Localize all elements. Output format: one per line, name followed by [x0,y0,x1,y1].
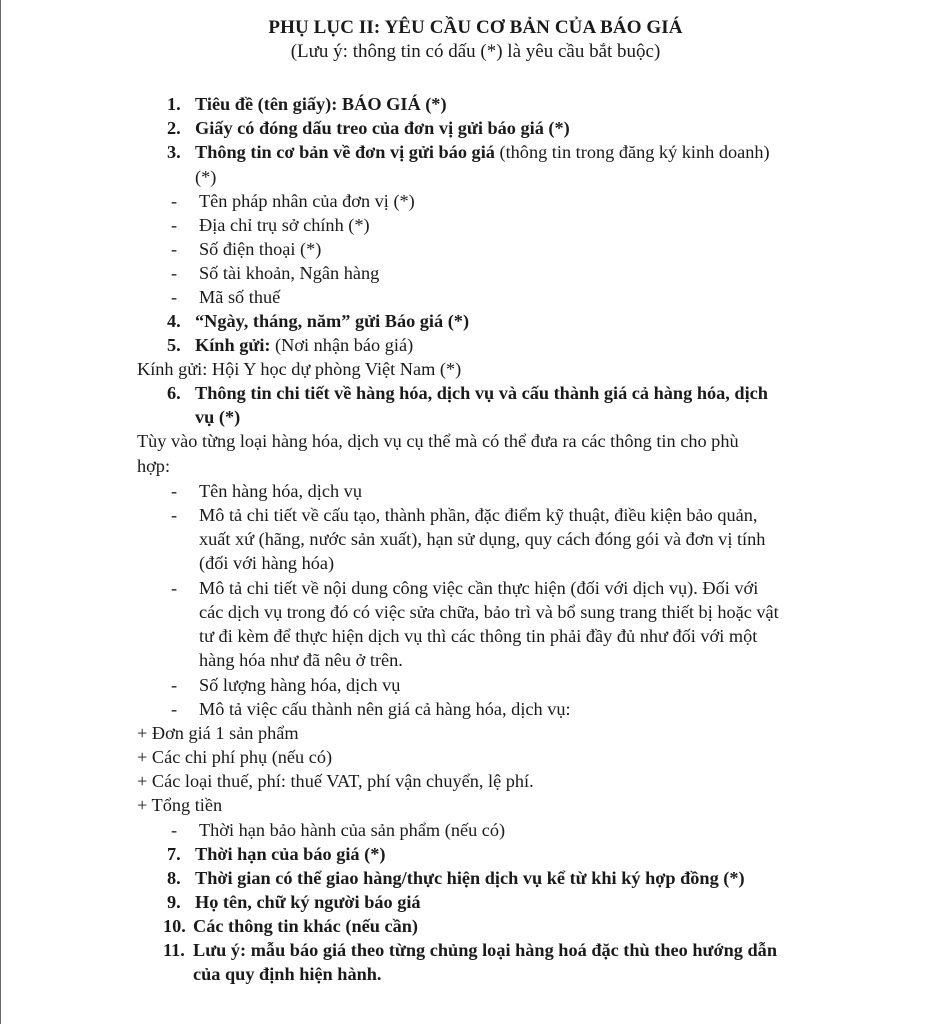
item-11-continuation: của quy định hiện hành. [193,964,382,984]
subitem-bank-account: Số tài khoản, Ngân hàng [199,263,380,283]
subitem-address: Địa chỉ trụ sở chính (*) [199,215,370,235]
subitem-goods-name: Tên hàng hóa, dịch vụ [199,481,362,501]
item-text: Họ tên, chữ ký người báo giá [195,892,421,912]
item-6-continuation: vụ (*) [195,407,241,427]
item-9 [167,891,421,913]
price-item-extra-costs: + Các chi phí phụ (nếu có) [137,747,333,767]
subitem-goods-description-line3: (đối với hàng hóa) [199,553,335,573]
item-2 [167,117,570,139]
subitem-goods-description-line2: xuất xứ (hãng, nước sản xuất), hạn sử dụng, quy cách đóng gói và đơn vị tính [199,529,766,549]
item-7 [167,843,385,865]
dash-bullet: - [171,578,178,598]
dash-bullet: - [171,675,178,695]
page-left-border [0,0,1,1024]
subitem-service-description-line2: các dịch vụ trong đó có việc sửa chữa, bảo trì và bổ sung trang thiết bị hoặc vật [199,602,779,622]
subitem-phone: Số điện thoại (*) [199,239,322,259]
price-item-unit-price: + Đơn giá 1 sản phẩm [137,723,299,743]
subitem-goods-description-line1: Mô tả chi tiết về cấu tạo, thành phần, đặc điểm kỹ thuật, điều kiện bảo quản, [199,505,758,525]
subitem-quantity: Số lượng hàng hóa, dịch vụ [199,675,401,695]
price-item-total: + Tổng tiền [137,795,223,815]
page-title: PHỤ LỤC II: YÊU CẦU CƠ BẢN CỦA BÁO GIÁ [268,17,683,38]
page-subtitle: (Lưu ý: thông tin có dấu (*) là yêu cầu bắt buộc) [290,41,661,62]
item-number: 7. [167,844,181,864]
item-11 [163,939,777,961]
item-number: 9. [167,892,181,912]
item-text: (Nơi nhận báo giá) [270,335,414,355]
item-text: Thông tin chi tiết về hàng hóa, dịch vụ và cấu thành giá cả hàng hóa, dịch [195,383,768,403]
subitem-service-description-line1: Mô tả chi tiết về nội dung công việc cần thực hiện (đối với dịch vụ). Đối với [199,578,759,598]
item-text: Thời gian có thể giao hàng/thực hiện dịch vụ kể từ khi ký hợp đồng (*) [195,868,745,888]
item-1 [167,93,447,115]
item-6-intro-line1: Tùy vào từng loại hàng hóa, dịch vụ cụ thể mà có thể đưa ra các thông tin cho phù [137,431,739,451]
subitem-service-description-line3: tư đi kèm để thực hiện dịch vụ thì các thông tin phải đầy đủ như đối với một [199,626,758,646]
dash-bullet: - [171,820,178,840]
item-text: Giấy có đóng dấu treo của đơn vị gửi báo giá (*) [195,118,570,138]
item-number: 5. [167,335,181,355]
item-number: 4. [167,311,181,331]
item-4 [167,310,469,332]
dash-bullet: - [171,215,178,235]
item-text-bold: Kính gửi: [195,335,271,355]
price-item-taxes-fees: + Các loại thuế, phí: thuế VAT, phí vận chuyển, lệ phí. [137,771,534,791]
subitem-legal-name: Tên pháp nhân của đơn vị (*) [199,191,415,211]
subitem-warranty: Thời hạn bảo hành của sản phẩm (nếu có) [199,820,506,840]
item-number: 11. [163,940,185,960]
item-text: “Ngày, tháng, năm” gửi Báo giá (*) [195,311,470,331]
item-number: 1. [167,94,181,114]
item-8 [167,867,745,889]
dash-bullet: - [171,287,178,307]
subitem-price-composition: Mô tả việc cấu thành nên giá cả hàng hóa, dịch vụ: [199,699,571,719]
dash-bullet: - [171,263,178,283]
item-number: 6. [167,383,181,403]
item-text: Các thông tin khác (nếu cần) [193,916,418,936]
subitem-tax-code: Mã số thuế [199,287,281,307]
item-6-intro-line2: hợp: [137,456,171,476]
item-text: Thời hạn của báo giá (*) [195,844,386,864]
item-10 [163,915,418,937]
dash-bullet: - [171,505,178,525]
item-3-continuation: (*) [195,167,217,187]
subitem-service-description-line4: hàng hóa như đã nêu ở trên. [199,650,403,670]
item-5 [167,334,413,356]
item-number: 3. [167,142,181,162]
item-6 [167,382,768,404]
item-text: (thông tin trong đăng ký kinh doanh) [494,142,770,162]
item-text: Lưu ý: mẫu báo giá theo từng chủng loại hàng hoá đặc thù theo hướng dẫn [193,940,777,960]
item-text-bold: Thông tin cơ bản về đơn vị gửi báo giá [195,142,495,162]
dash-bullet: - [171,699,178,719]
recipient-note: Kính gửi: Hội Y học dự phòng Việt Nam (*) [137,359,462,379]
item-number: 10. [163,916,186,936]
dash-bullet: - [171,239,178,259]
item-3 [167,141,770,163]
dash-bullet: - [171,191,178,211]
dash-bullet: - [171,481,178,501]
item-number: 8. [167,868,181,888]
item-text: Tiêu đề (tên giấy): BÁO GIÁ (*) [195,94,447,114]
item-number: 2. [167,118,181,138]
